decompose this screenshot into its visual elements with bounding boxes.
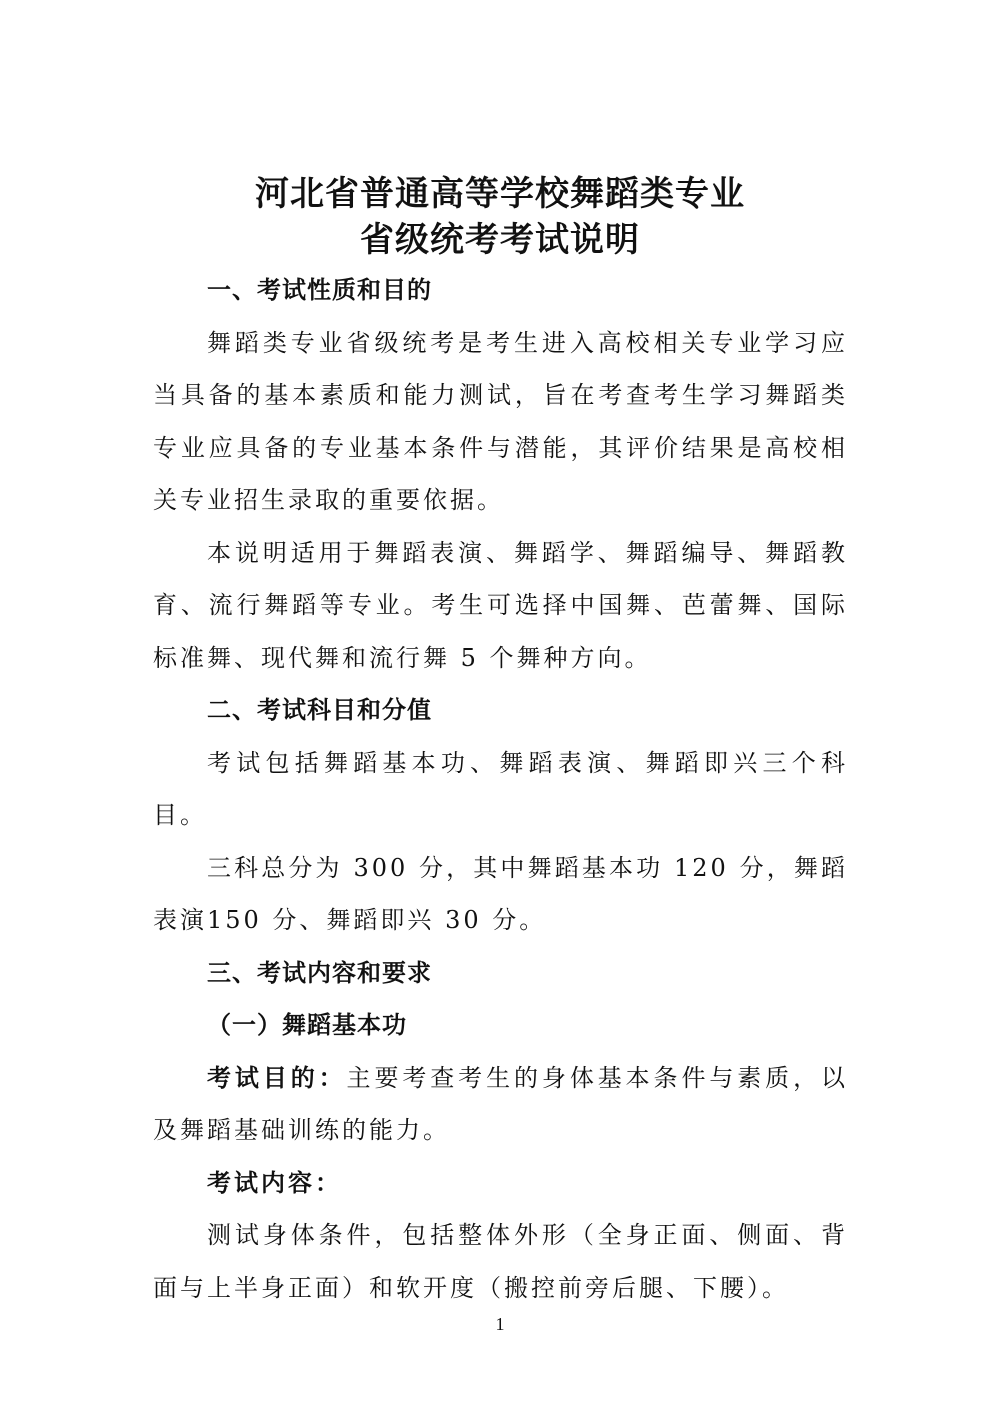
exam-content-label: 考试内容：: [207, 1168, 342, 1197]
section-1-paragraph-1: 舞蹈类专业省级统考是考生进入高校相关专业学习应当具备的基本素质和能力测试，旨在考查考生学习舞蹈类专业应具备的专业基本条件与潜能，其评价结果是高校相关专业招生录取的重要依据。: [153, 328, 848, 514]
document-title-line1: 河北省普通高等学校舞蹈类专业: [255, 174, 745, 214]
section-heading-1: 一、考试性质和目的: [207, 276, 432, 304]
document-body: [153, 264, 848, 1314]
exam-purpose-label: 考试目的：: [207, 1063, 347, 1092]
page-number: 1: [495, 1314, 505, 1334]
section-1-paragraph-2: 本说明适用于舞蹈表演、舞蹈学、舞蹈编导、舞蹈教育、流行舞蹈等专业。考生可选择中国舞、芭蕾舞、国际标准舞、现代舞和流行舞 5 个舞种方向。: [153, 538, 848, 672]
section-2-paragraph-1: 考试包括舞蹈基本功、舞蹈表演、舞蹈即兴三个科目。: [153, 748, 848, 829]
section-2-paragraph-2: 三科总分为 300 分，其中舞蹈基本功 120 分，舞蹈表演150 分、舞蹈即兴 30 分。: [153, 853, 848, 934]
section-heading-2: 二、考试科目和分值: [207, 696, 432, 724]
section-heading-3: 三、考试内容和要求: [207, 958, 432, 987]
exam-purpose-text: 主要考查考生的身体基本条件与素质，以及舞蹈基础训练的能力。: [153, 1063, 849, 1144]
subsection-heading-basic-skills: （一）舞蹈基本功: [207, 1011, 407, 1039]
exam-purpose-paragraph: [153, 1052, 848, 1157]
exam-content-text: 测试身体条件，包括整体外形（全身正面、侧面、背面与上半身正面）和软开度（搬控前旁后腿、下腰）。: [153, 1221, 848, 1302]
document-title-line2: 省级统考考试说明: [360, 220, 640, 260]
